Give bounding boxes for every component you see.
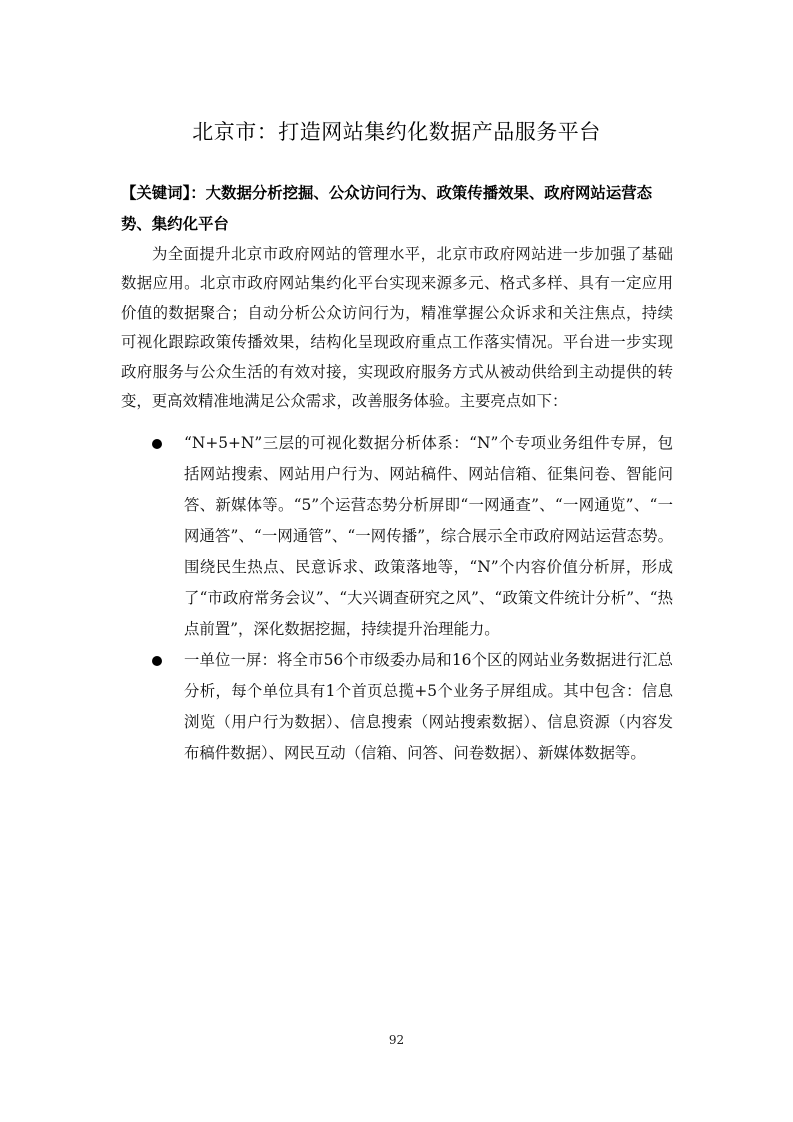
bullet-text: 一单位一屏：将全市56个市级委办局和16个区的网站业务数据进行汇总分析，每个单位具有1个首页总揽+5个业务子屏组成。其中包含：信息浏览（用户行为数据）、信息搜索（网站搜索数据）、信息资源（内容发布稿件数据）、网民互动（信箱、问答、问卷数据）、新媒体数据等。 — [184, 651, 673, 762]
list-item — [121, 645, 673, 769]
bullet-icon — [152, 656, 162, 666]
keywords-line — [121, 178, 673, 240]
keywords-label: 【关键词】： — [121, 184, 206, 202]
highlight-list — [121, 428, 673, 769]
page-title: 北京市：打造网站集约化数据产品服务平台 — [192, 120, 601, 145]
intro-paragraph: 为全面提升北京市政府网站的管理水平，北京市政府网站进一步加强了基础数据应用。北京市政府网站集约化平台实现来源多元、格式多样、具有一定应用价值的数据聚合；自动分析公众访问行为，精准掌握公众诉求和关注焦点，持续可视化跟踪政策传播效果，结构化呈现政府重点工作落实情况。平台进一步实现政府服务与公众生活的有效对接，实现政府服务方式从被动供给到主动提供的转变，更高效精准地满足公众需求，改善服务体验。主要亮点如下： — [121, 245, 673, 411]
bullet-icon — [152, 439, 162, 449]
page-number: 92 — [388, 1033, 405, 1047]
keywords-text: 大数据分析挖掘、公众访问行为、政策传播效果、政府网站运营态势、集约化平台 — [121, 184, 652, 233]
bullet-text: “N+5+N”三层的可视化数据分析体系：“N”个专项业务组件专屏，包括网站搜索、网站用户行为、网站稿件、网站信箱、征集问卷、智能问答、新媒体等。“5”个运营态势分析屏即“一网通查”、“一网通览”、“一网通答”、“一网通管”、“一网传播”，综合展示全市政府网站运营态势。围绕民生热点、民意诉求、政策落地等，“N”个内容价值分析屏，形成了“市政府常务会议”、“大兴调查研究之风”、“政策文件统计分析”、“热点前置”，深化数据挖掘，持续提升治理能力。 — [184, 434, 673, 638]
list-item — [121, 428, 673, 645]
